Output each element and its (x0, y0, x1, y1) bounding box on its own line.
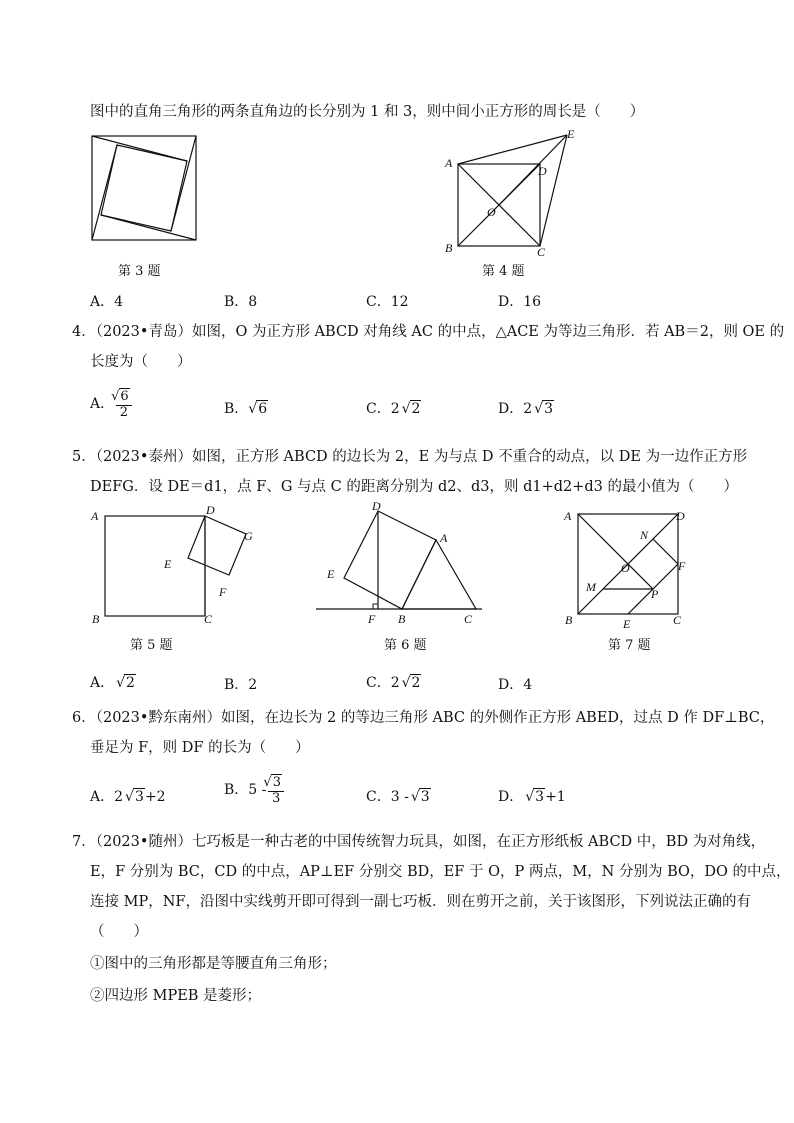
q6-option-d: D．√ 3+1 (498, 786, 566, 806)
fig5-caption: 第 5 题 (130, 638, 173, 653)
fig7-label-C: C (673, 613, 682, 627)
fig4-caption: 第 4 题 (482, 264, 525, 279)
q7-stem-line2: E，F 分别为 BC，CD 的中点，AP⊥EF 分别交 BD，EF 于 O，P 两点，M，N 分别为 BO，DO 的中点， (90, 864, 791, 880)
q3-option-b: B．8 (224, 294, 258, 310)
fraction: √ $\frac{3}{3}$ (268, 774, 284, 806)
fig5-label-A: A (91, 509, 99, 523)
fig3-caption: 第 3 题 (118, 264, 161, 279)
q5-stem-line2: DEFG．设 DE＝d1，点 F、G 与点 C 的距离分别为 d2、d3，则 d1+d2+d3 的最小值为（ ） (90, 479, 739, 495)
fig5-label-C: C (204, 612, 213, 626)
fig7-label-N: N (640, 528, 649, 542)
q5-option-a: A．√ 2 (90, 672, 136, 692)
fig6-label-D: D (372, 500, 381, 513)
q4-source: （2023•青岛） (95, 324, 192, 340)
fig7-caption: 第 7 题 (608, 638, 651, 653)
q3-option-a: A．4 (90, 294, 124, 310)
q6-stem-line2: 垂足为 F，则 DF 的长为（ ） (90, 740, 310, 756)
q6-option-b: B．5 - √ $\frac{3}{3}$ (224, 774, 286, 806)
q5-line1: 5．（2023•泰州）如图，正方形 ABCD 的边长为 2，E 为与点 D 不重合的动点，以 DE 为一边作正方形 (72, 449, 748, 465)
q6-line1: 6．（2023•黔东南州）如图，在边长为 2 的等边三角形 ABC 的外侧作正方形 ABED，过点 D 作 DF⊥BC， (72, 710, 775, 726)
q5-option-c: C．2√ 2 (366, 672, 421, 692)
fig6-label-C: C (464, 612, 473, 626)
fig6-label-E: E (327, 567, 335, 581)
q3-option-d: D．16 (498, 294, 542, 310)
fig5-label-G: G (244, 529, 253, 543)
fig6-label-F: F (368, 612, 376, 626)
q5-option-b: B．2 (224, 677, 258, 693)
figure-7 (560, 504, 692, 628)
fig5-label-B: B (92, 612, 100, 626)
q6-option-c: C．3 -√ 3 (366, 786, 431, 806)
q3-stem: 图中的直角三角形的两条直角边的长分别为 1 和 3，则中间小正方形的周长是（ ） (90, 104, 645, 120)
fig5-label-D: D (206, 504, 215, 517)
fig7-label-B: B (565, 613, 573, 627)
fig7-label-D: D (676, 509, 685, 523)
q4-option-a: A． √ $\frac{6}{2}$ (90, 388, 134, 420)
fig6-label-A: A (440, 531, 448, 545)
fraction: √ $\frac{6}{2}$ (116, 388, 132, 420)
q3-option-c: C．12 (366, 294, 409, 310)
q4-stem-line1: 如图，O 为正方形 ABCD 对角线 AC 的中点，△ACE 为等边三角形．若 AB＝2，则 OE 的 (191, 324, 785, 340)
q7-line1: 7．（2023•随州）七巧板是一种古老的中国传统智力玩具，如图，在正方形纸板 ABCD 中，BD 为对角线， (72, 834, 766, 850)
fig4-label-C: C (537, 245, 546, 258)
fig7-label-O: O (621, 561, 630, 575)
q4-line1 (72, 322, 784, 342)
q7-statement-2: ②四边形 MPEB 是菱形； (90, 988, 262, 1004)
figure-6 (312, 500, 487, 630)
fig4-label-O: O (487, 205, 496, 219)
fig6-label-B: B (398, 612, 406, 626)
q4-option-c: C．2√ 2 (366, 398, 421, 418)
fig7-label-A: A (564, 509, 572, 523)
q4-stem-line2: 长度为（ ） (90, 354, 192, 370)
q5-option-d: D．4 (498, 677, 533, 693)
figure-5 (88, 504, 260, 628)
fig4-label-D: D (538, 164, 547, 178)
fig6-caption: 第 6 题 (384, 638, 427, 653)
q4-option-b: B．√ 6 (224, 398, 268, 418)
fig4-label-A: A (445, 156, 453, 170)
q4-number: 4． (72, 324, 96, 340)
q7-stem-line3: 连接 MP，NF，沿图中实线剪开即可得到一副七巧板．则在剪开之前，关于该图形，下列说法正确的有 (90, 894, 751, 910)
fig4-label-B: B (445, 241, 453, 255)
figure-3 (88, 132, 200, 246)
q6-option-a: A．2√ 3+2 (90, 786, 166, 806)
fig7-label-F: F (678, 559, 686, 573)
q4-option-d: D．2√ 3 (498, 398, 554, 418)
q7-statement-1: ①图中的三角形都是等腰直角三角形； (90, 956, 337, 972)
figure-4 (440, 126, 585, 258)
fig5-label-E: E (164, 557, 172, 571)
fig4-label-E: E (567, 127, 575, 141)
fig7-label-P: P (651, 587, 659, 601)
fig7-label-M: M (586, 580, 596, 594)
q7-stem-line4: （ ） (90, 924, 148, 940)
fig5-label-F: F (219, 585, 227, 599)
fig7-label-E: E (623, 617, 631, 628)
